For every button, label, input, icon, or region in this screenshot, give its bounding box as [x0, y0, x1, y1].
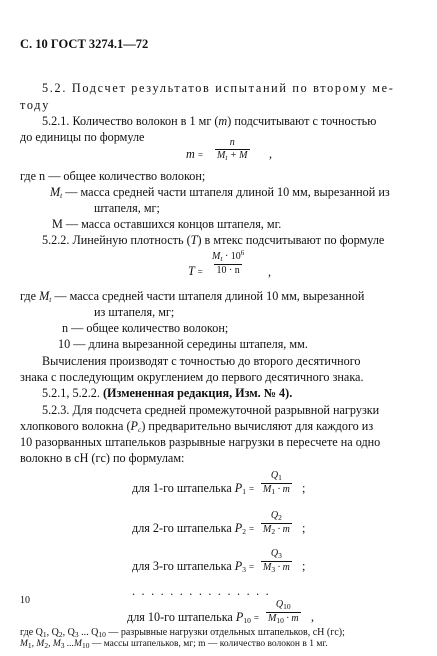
definition3-q: где $Q_1$, $Q_2$, $Q_3$ ... $Q_{10}$ — разрывные нагрузки отдельных штапельков, сН (гс); — [20, 627, 345, 639]
calc-note-line2: знака с последующим округлением до первого десятичного знака. — [20, 370, 364, 384]
formula-row-tail: ; — [302, 559, 306, 573]
paragraph-5-2-2: 5.2.2. Линейную плотность (T) в мтекс подсчитывают по формуле — [42, 233, 385, 247]
formula-fiber-count-lhs: m = — [186, 147, 203, 161]
paragraph-5-2-3-line3: 10 разорванных штапельков разрывные нагрузки в пересчете на одно — [20, 435, 381, 449]
definition2-mt: где $M_t$ — масса средней части штапеля длиной 10 мм, вырезанной — [20, 289, 365, 304]
formula-row-tail: ; — [302, 481, 306, 495]
formula-row-label: для 3-го штапелька $P_3$ = — [132, 559, 255, 574]
definition-m: M — масса оставшихся концов штапеля, мг. — [52, 217, 282, 231]
formula-fiber-count-tail: , — [269, 147, 273, 161]
calc-note-line1: Вычисления производят с точностью до второго десятичного — [42, 354, 361, 368]
paragraph-5-2-3-line2: хлопкового волокна $(P_c)$ предварительно вычисляют для каждого из — [20, 419, 374, 434]
paragraph-5-2-1: 5.2.1. Количество волокон в 1 мг (m) подсчитывают с точностью — [42, 114, 377, 128]
definition2-n: n — общее количество волокон; — [62, 321, 229, 335]
formula-linear-density-tail: , — [268, 265, 272, 279]
formula-row-fraction: $\frac{Q_1}{M_1 \cdot m}$ — [263, 470, 290, 496]
ellipsis-row: ............... — [132, 584, 276, 598]
formula-linear-density-fraction: $\frac{M_t \cdot 10^6}{10 \cdot n}$ — [212, 249, 245, 276]
page-header-title: С. 10 ГОСТ 3274.1—72 — [20, 37, 149, 51]
formula-row-tail: ; — [302, 521, 306, 535]
formula-row-label: для 10-го штапелька $P_{10}$ = — [127, 610, 259, 625]
formula-row-fraction: $\frac{Q_{10}}{M_{10} \cdot m}$ — [268, 599, 299, 625]
formula-row-fraction: $\frac{Q_2}{M_2 \cdot m}$ — [263, 510, 290, 536]
definition-n: где n — общее количество волокон; — [20, 169, 206, 183]
formula-linear-density-lhs: T = — [188, 264, 203, 278]
definition-mt-cont: штапеля, мг; — [94, 201, 160, 215]
definition3-masses: $M_1$, $M_2$, $M_3$ $...M_{10}$ — массы штапельков, мг; m — количество волокон в 1 мг. — [20, 639, 328, 650]
definition2-length: 10 — длина вырезанной середины штапеля, мм. — [58, 337, 308, 351]
section-5-2-heading: 5.2. Подсчет результатов испытаний по второму ме- — [42, 81, 395, 95]
formula-row-label: для 1-го штапелька $P_1$ = — [132, 481, 255, 496]
paragraph-5-2-1-cont: до единицы по формуле — [20, 130, 145, 144]
definition2-mt-cont: из штапеля, мг; — [94, 305, 175, 319]
page-number: 10 — [20, 595, 30, 606]
amendment-note: 5.2.1, 5.2.2. (Измененная редакция, Изм. № 4). — [42, 386, 293, 400]
section-5-2-heading-cont: тоду — [20, 98, 51, 112]
paragraph-5-2-3: 5.2.3. Для подсчета средней промежуточной разрывной нагрузки — [42, 403, 380, 417]
formula-row-tail: , — [311, 610, 315, 624]
formula-row-label: для 2-го штапелька $P_2$ = — [132, 521, 255, 536]
paragraph-5-2-3-line4: волокно в сН (гс) по формулам: — [20, 451, 185, 465]
definition-mt: $M_t$ — масса средней части штапеля длиной 10 мм, вырезанной из — [50, 185, 390, 200]
formula-row-fraction: $\frac{Q_3}{M_3 \cdot m}$ — [263, 548, 290, 574]
formula-fiber-count-fraction: $\frac{n}{M_t + M}$ — [217, 137, 248, 162]
